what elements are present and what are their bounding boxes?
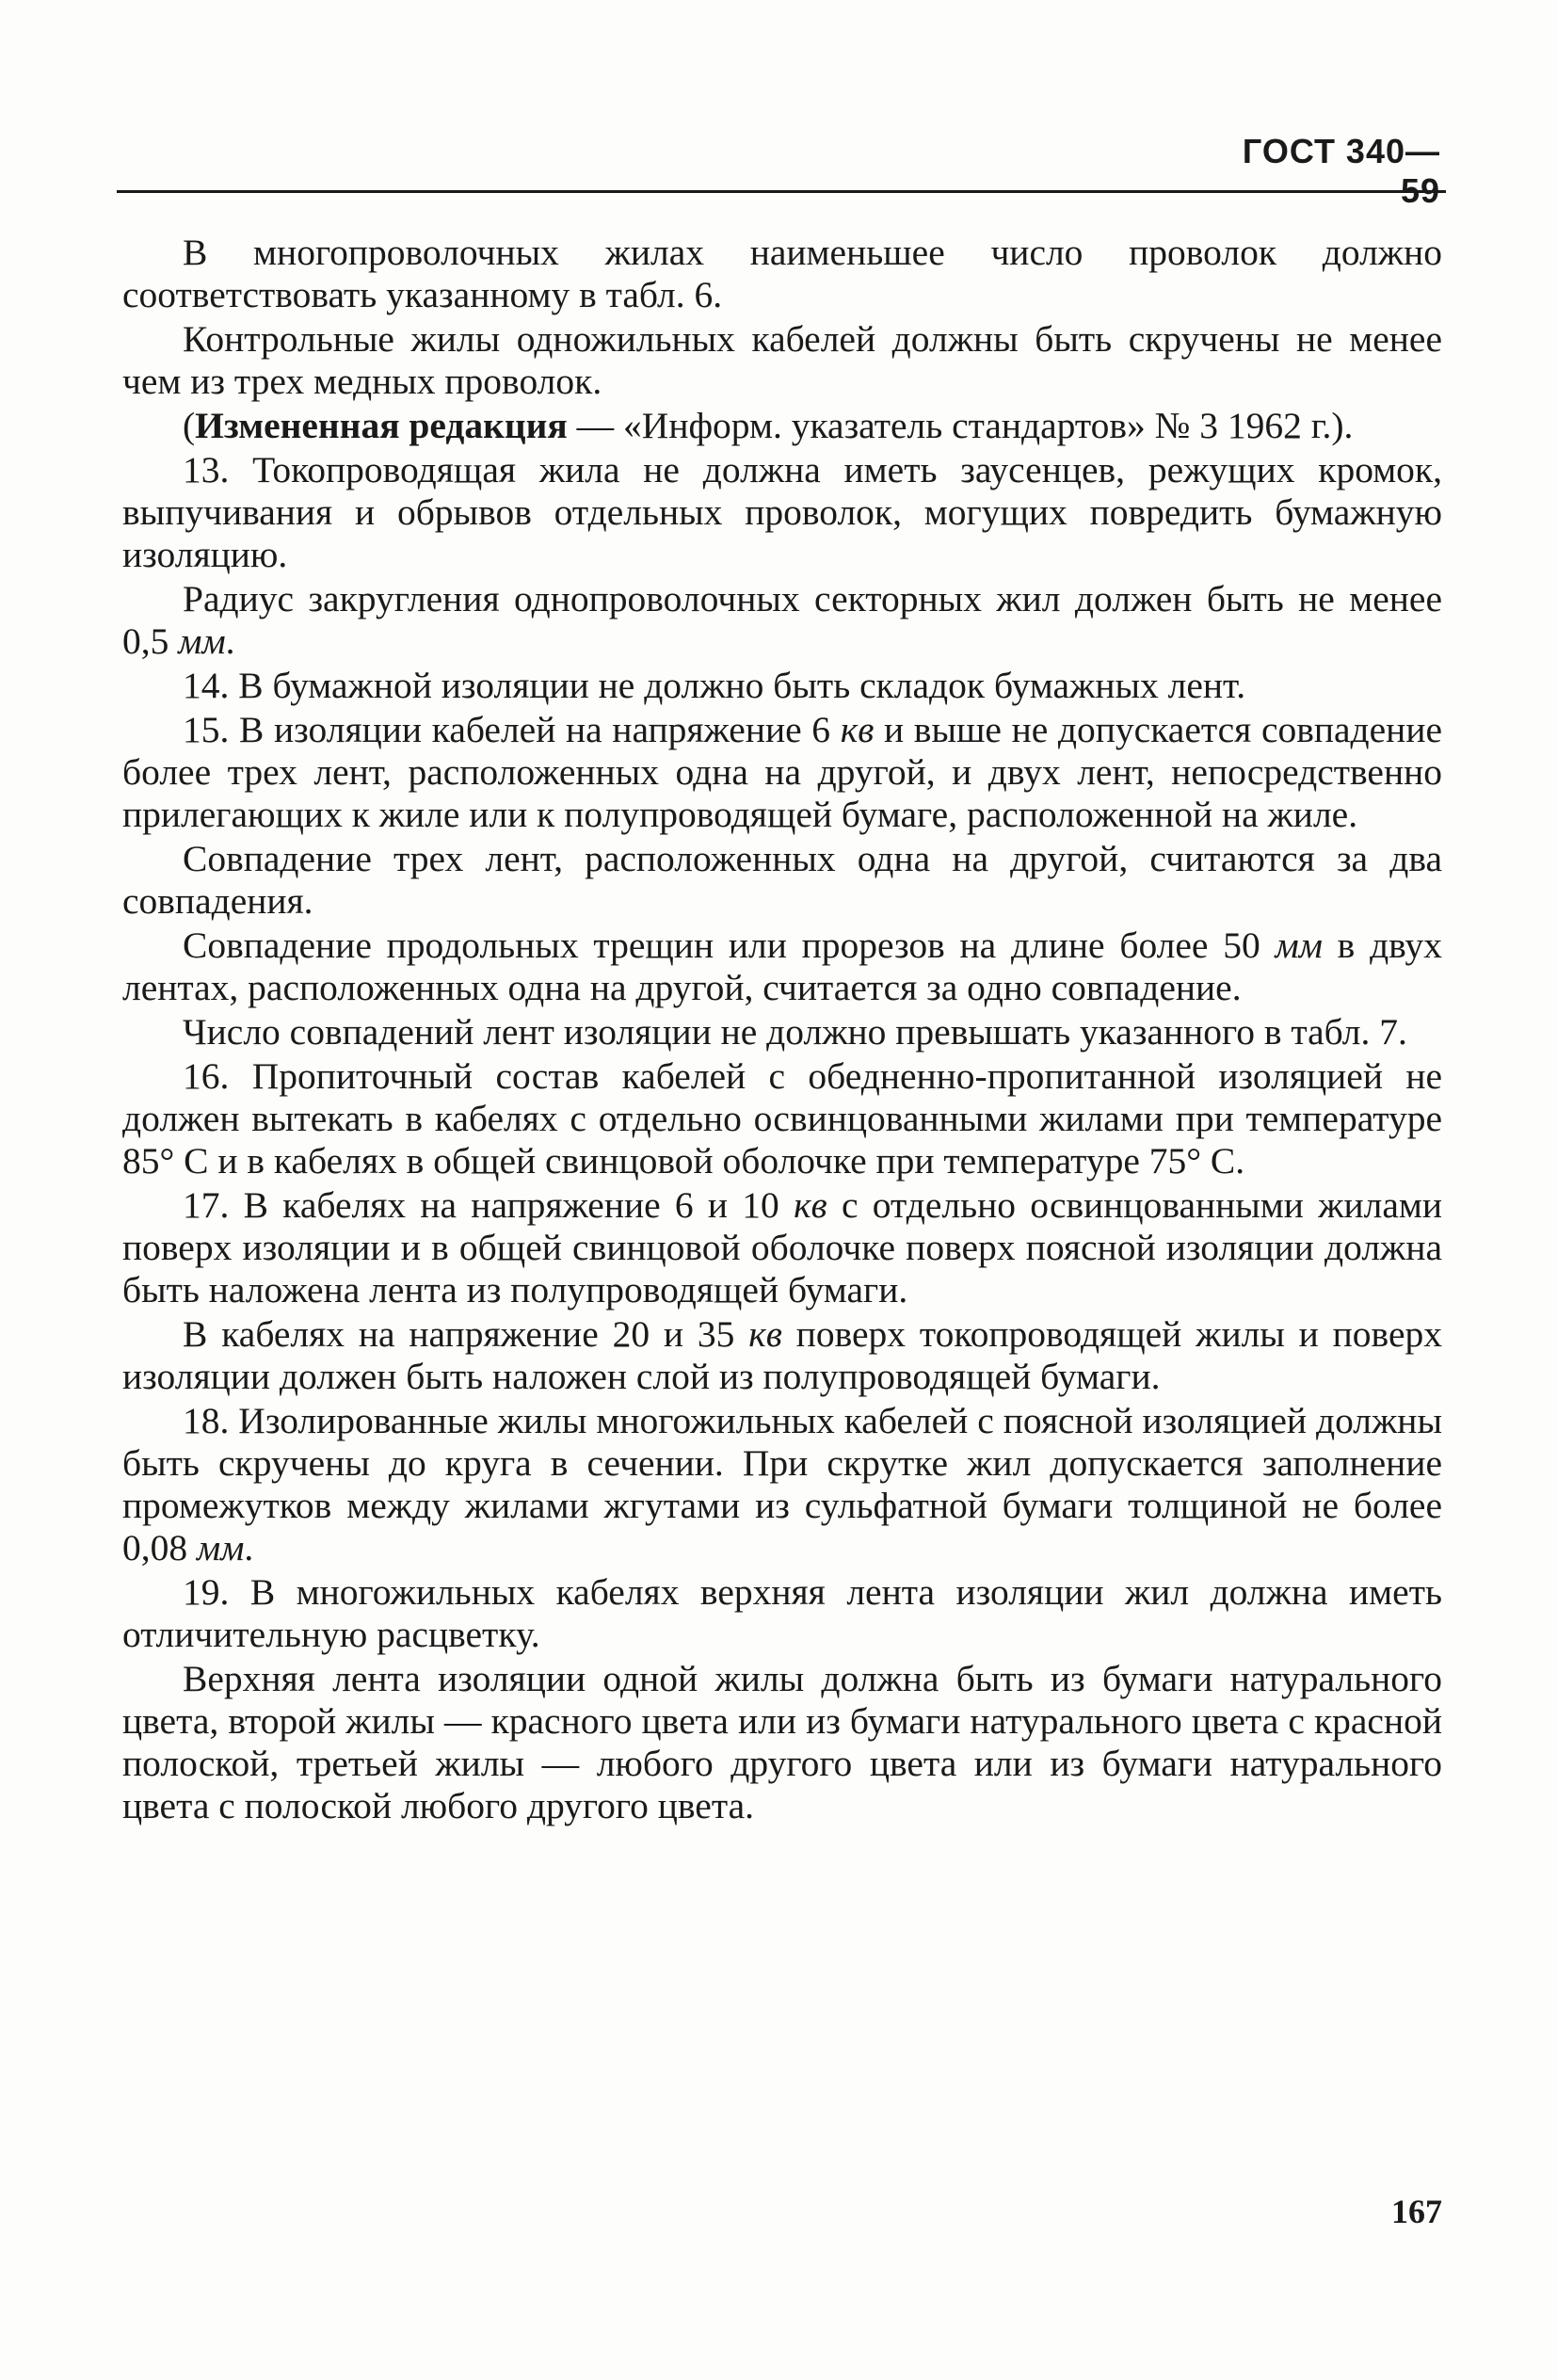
paragraph-clause-17: 17. В кабелях на напряжение 6 и 10 кв с отдельно освинцованными жилами поверх изоляции и в общей свинцовой оболочке поверх поясной изоляции должна быть наложена лента из полупроводящей бумаги. <box>122 1184 1443 1311</box>
paragraph-tape-colors: Верхняя лента изоляции одной жилы должна быть из бумаги натурального цвета, второй жилы — красного цвета или из бумаги натурального цвета с красной полоской, третьей жилы — любого другого цвета или из бумаги натурального цвета с полоской любого другого цвета. <box>122 1658 1442 1826</box>
paragraph-20-35kv: В кабелях на напряжение 20 и 35 кв поверх токопроводящей жилы и поверх изоляции должен быть наложен слой из полупроводящей бумаги. <box>122 1313 1442 1397</box>
paragraph-wire-count: В многопроволочных жилах наименьшее число проволок должно соответствовать указанному в табл. 6. <box>122 232 1442 315</box>
paragraph-clause-14: 14. В бумажной изоляции не должно быть складок бумажных лент. <box>183 665 1246 706</box>
paragraph-revision-note: (Измененная редакция — «Информ. указатель стандартов» № 3 1962 г.). <box>183 405 1354 446</box>
paragraph-clause-18: 18. Изолированные жилы многожильных кабелей с поясной изоляцией должны быть скручены до круга в сечении. При скрутке жил допускается заполнение промежутков между жилами жгутами из сульфатной бумаги толщиной не более 0,08 мм. <box>122 1400 1442 1568</box>
paragraph-clause-16: 16. Пропиточный состав кабелей с обедненно-пропитанной изоляцией не должен вытекать в кабелях с отдельно освинцованными жилами при температуре 85° С и в кабелях в общей свинцовой оболочке при температуре 75° С. <box>122 1055 1442 1182</box>
unit-kv: кв <box>748 1313 782 1355</box>
paragraph-cracks: Совпадение продольных трещин или прорезов на длине более 50 мм в двух лентах, расположенных одна на другой, считается за одно совпадение. <box>122 925 1442 1008</box>
document-body <box>122 232 1442 1829</box>
revision-label: Измененная редакция <box>195 405 568 446</box>
paragraph-clause-19: 19. В многожильных кабелях верхняя лента изоляции жил должна иметь отличительную расцветку. <box>122 1571 1442 1655</box>
paragraph-coincidences: Число совпадений лент изоляции не должно превышать указанного в табл. 7. <box>183 1011 1407 1053</box>
paragraph-control-wires: Контрольные жилы одножильных кабелей должны быть скручены не менее чем из трех медных проволок. <box>122 318 1442 402</box>
paragraph-three-tapes: Совпадение трех лент, расположенных одна на другой, считаются за два совпадения. <box>122 838 1442 922</box>
unit-kv: кв <box>794 1184 827 1226</box>
unit-mm: мм <box>1275 925 1323 966</box>
page-number: 167 <box>1391 2193 1442 2230</box>
unit-mm: мм <box>197 1527 245 1568</box>
paragraph-clause-15: 15. В изоляции кабелей на напряжение 6 кв и выше не допускается совпадение более трех лент, расположенных одна на другой, и двух лент, непосредственно прилегающих к жиле или к полупроводящей бумаге, расположенной на жиле. <box>122 709 1442 835</box>
unit-mm: мм <box>178 620 226 662</box>
paragraph-clause-13: 13. Токопроводящая жила не должна иметь заусенцев, режущих кромок, выпучивания и обрывов отдельных проволок, могущих повредить бумажную изоляцию. <box>122 449 1442 575</box>
unit-kv: кв <box>840 709 875 750</box>
document-code-header: ГОСТ 340—59 <box>1242 132 1440 210</box>
header-rule <box>117 190 1446 193</box>
paragraph-radius: Радиус закругления однопроволочных секторных жил должен быть не менее 0,5 мм. <box>122 578 1442 662</box>
